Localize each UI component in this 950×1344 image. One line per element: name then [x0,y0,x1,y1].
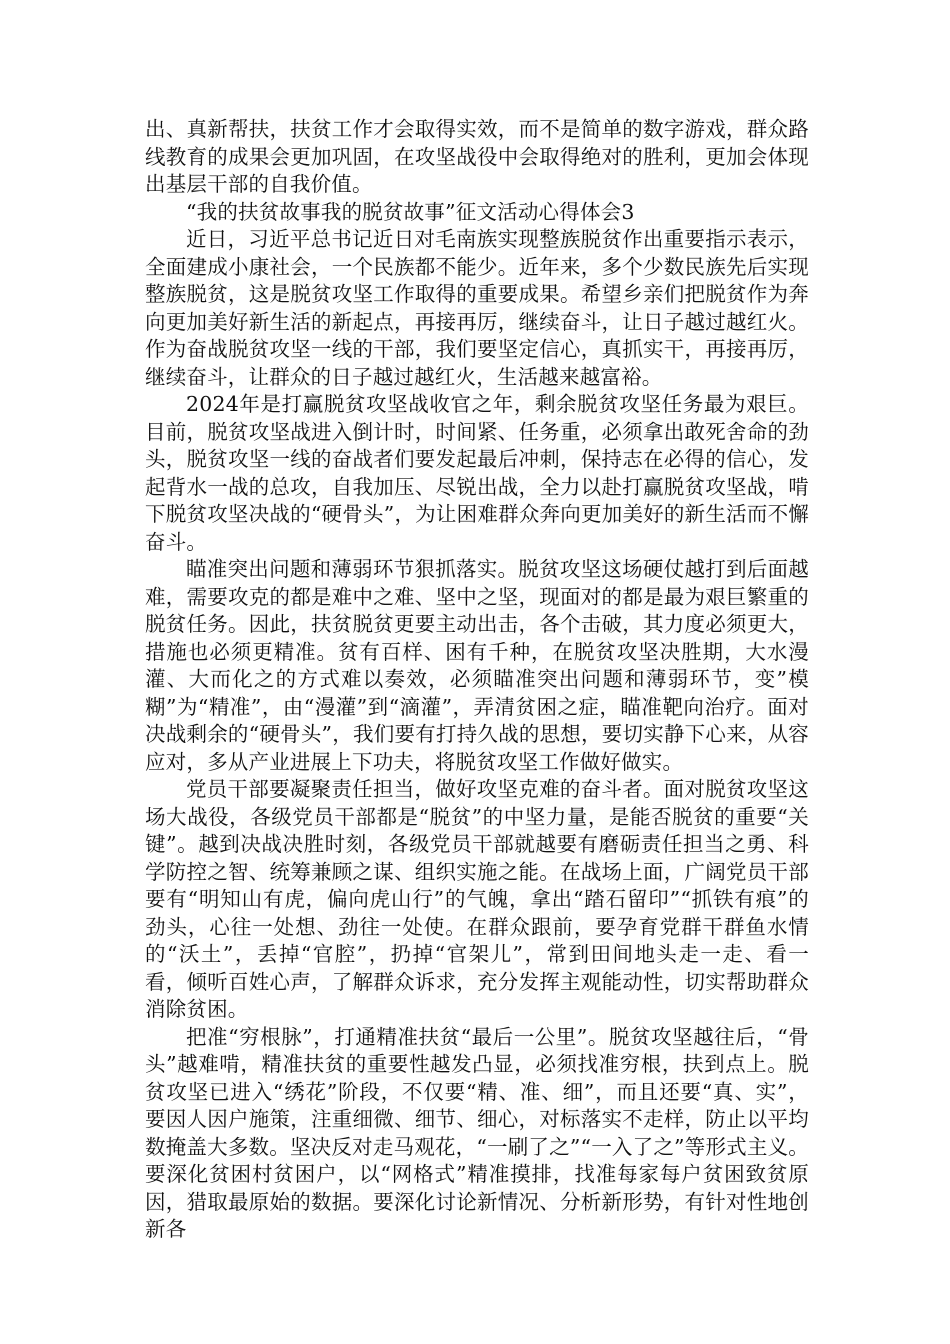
paragraph-problems: 瞄准突出问题和薄弱环节狠抓落实。脱贫攻坚这场硬仗越打到后面越难，需要攻克的都是难中之难、坚中之坚，现面对的都是最为艰巨繁重的脱贫任务。因此，扶贫脱贫更要主动出击，各个击破，其力度必须更大，措施也必须更精准。贫有百样、困有千种，在脱贫攻坚决胜期，大水漫灌、大而化之的方式难以奏效，必须瞄准突出问题和薄弱环节，变”模糊”为“精准”，由“漫灌”到“滴灌”，弄清贫困之症，瞄准靶向治疗。面对决战剩余的“硬骨头”，我们要有打持久战的思想，要切实静下心来，从容应对，多从产业进展上下功夫，将脱贫攻坚工作做好做实。 [145,557,809,774]
section-heading: “我的扶贫故事我的脱贫故事”征文活动心得体会3 [186,199,635,224]
paragraph-continuation: 出、真新帮扶，扶贫工作才会取得实效，而不是简单的数字游戏，群众路线教育的成果会更加巩固，在攻坚战役中会取得绝对的胜利，更加会体现出基层干部的自我价值。 [145,117,809,196]
paragraph-cadres: 党员干部要凝聚责任担当，做好攻坚克难的奋斗者。面对脱贫攻坚这场大战役，各级党员干部都是“脱贫”的中坚力量，是能否脱贫的重要“关键”。越到决战决胜时刻，各级党员干部就越要有磨砺责任担当之勇、科学防控之智、统筹兼顾之谋、组织实施之能。在战场上面，广阔党员干部要有“明知山有虎，偏向虎山行”的气魄，拿出“踏石留印”“抓铁有痕”的劲头，心往一处想、劲往一处使。在群众跟前，要孕育党群干群鱼水情的“沃土”，丢掉“官腔”，扔掉“官架儿”，常到田间地头走一走、看一看，倾听百姓心声，了解群众诉求，充分发挥主观能动性，切实帮助群众消除贫困。 [145,777,809,1021]
document-page [145,116,809,1244]
paragraph-2024: 2024年是打赢脱贫攻坚战收官之年，剩余脱贫攻坚任务最为艰巨。目前，脱贫攻坚战进入倒计时，时间紧、任务重，必须拿出敢死舍命的劲头，脱贫攻坚一线的奋战者们要发起最后冲刺，保持志在必得的信心，发起背水一战的总攻，自我加压、尽锐出战，全力以赴打赢脱贫攻坚战，啃下脱贫攻坚决战的“硬骨头”，为让困难群众奔向更加美好的新生活而不懈奋斗。 [145,392,809,554]
paragraph-intro: 近日，习近平总书记近日对毛南族实现整族脱贫作出重要指示表示，全面建成小康社会，一个民族都不能少。近年来，多个少数民族先后实现整族脱贫，这是脱贫攻坚工作取得的重要成果。希望乡亲们把脱贫作为奔向更加美好新生活的新起点，再接再厉，继续奋斗，让日子越过越红火。作为奋战脱贫攻坚一线的干部，我们要坚定信心，真抓实干，再接再厉，继续奋斗，让群众的日子越过越红火，生活越来越富裕。 [145,227,809,389]
paragraph-poverty-roots: 把准“穷根脉”，打通精准扶贫“最后一公里”。脱贫攻坚越往后，“骨头”越难啃，精准扶贫的重要性越发凸显，必须找准穷根，扶到点上。脱贫攻坚已进入“绣花”阶段，不仅要“精、准、细”，而且还要“真、实”，要因人因户施策，注重细微、细节、细心，对标落实不走样，防止以平均数掩盖大多数。坚决反对走马观花，“一刷了之”“一入了之”等形式主义。要深化贫困村贫困户，以“网格式”精准摸排，找准每家每户贫困致贫原因，猎取最原始的数据。要深化讨论新情况、分析新形势，有针对性地创新各 [145,1024,809,1241]
